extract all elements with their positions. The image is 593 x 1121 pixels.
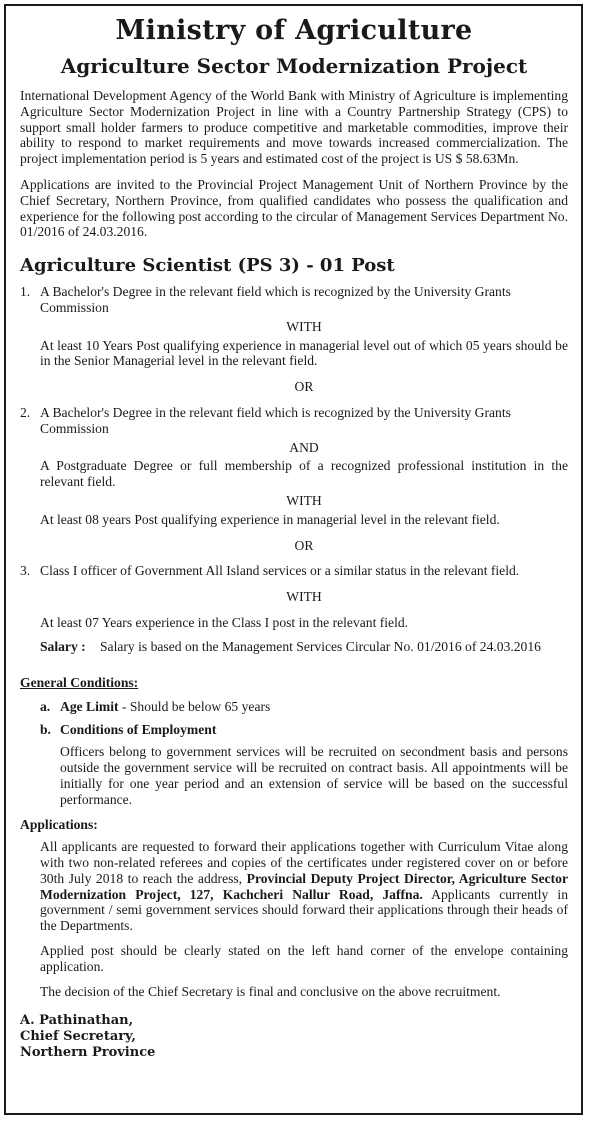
signature-block — [20, 1013, 568, 1061]
project-title: Agriculture Sector Modernization Project — [60, 54, 528, 78]
condition-key: b. — [40, 722, 51, 738]
invitation-paragraph: Applications are invited to the Provincial Project Management Unit of Northern Province by the Chief Secretary, Northern Province, from qualified candidates who possess the qualification and experience for the following post according to the circular of Management Services Department No. 01/2016 of 24.03.2016. — [20, 176, 568, 240]
conjunction-or: OR — [294, 379, 314, 395]
applications-text-end: Applicants currently in government / semi government services should forward their applications through their heads of the Departments. — [40, 886, 568, 934]
qualification-number: 3. — [20, 563, 31, 579]
salary-row — [20, 639, 568, 655]
qualification-text: A Bachelor's Degree in the relevant field which is recognized by the University Grants Commission — [40, 404, 511, 436]
address: Provincial Deputy Project Director, Agriculture Sector Modernization Project, 127, Kachcheri Nallur Road, Jaffna. — [40, 870, 568, 902]
age-limit-text: - Should be below 65 years — [118, 698, 271, 714]
condition-key: a. — [40, 698, 51, 714]
signatory-title: Chief Secretary, — [20, 1029, 136, 1045]
salary-label: Salary : — [40, 638, 86, 654]
experience-requirement: At least 07 Years experience in the Class I post in the relevant field. — [40, 614, 409, 630]
intro-paragraph: International Development Agency of the World Bank with Ministry of Agriculture is implementing Agriculture Sector Modernization Project in line with a Country Partnership Strategy (CPS) to support small holder farmers to produce competitive and marketable commodities, improve their ability to respond to market requirements and move towards increased commercialization. The project implementation period is 5 years and estimated cost of the project is US $ 58.63Mn. — [20, 88, 568, 167]
envelope-instruction: Applied post should be clearly stated on the left hand corner of the envelope containing application. — [40, 943, 568, 974]
qualification-1 — [20, 284, 568, 316]
applications-text-start: All applicants are requested to forward their applications together with Curriculum Vitae along with two non-related referees and copies of the certificates under registered cover on or before 30th July 2018 to reach the address, — [40, 839, 568, 886]
qualification-3 — [20, 563, 568, 579]
conjunction-or: OR — [294, 537, 314, 553]
general-conditions-heading: General Conditions: — [20, 674, 139, 690]
qualification-text: A Bachelor's Degree in the relevant field which is recognized by the University Grants Commission — [40, 284, 511, 315]
experience-requirement: At least 10 Years Post qualifying experience in managerial level out of which 05 years should be in the Senior Managerial level in the relevant field. — [40, 337, 568, 369]
qualification-2 — [20, 405, 568, 437]
conjunction-with: WITH — [286, 589, 322, 605]
ministry-title: Ministry of Agriculture — [115, 15, 473, 46]
advertisement-content — [20, 14, 568, 1061]
signatory-name: A. Pathinathan, — [20, 1013, 134, 1029]
signatory-organization: Northern Province — [20, 1045, 156, 1061]
qualification-number: 2. — [20, 404, 31, 420]
conjunction-with: WITH — [286, 318, 322, 334]
post-title: Agriculture Scientist (PS 3) - 01 Post — [20, 255, 395, 277]
age-limit-label: Age Limit — [60, 698, 119, 714]
age-limit-row — [20, 699, 568, 715]
qualification-number: 1. — [20, 284, 31, 300]
postgraduate-requirement: A Postgraduate Degree or full membership of a recognized professional institution in the relevant field. — [40, 458, 568, 490]
qualification-text: Class I officer of Government All Island services or a similar status in the relevant field. — [40, 563, 520, 579]
salary-text: Salary is based on the Management Services Circular No. 01/2016 of 24.03.2016 — [100, 638, 541, 654]
applications-paragraph — [20, 839, 568, 934]
conjunction-and: AND — [289, 439, 319, 455]
applications-heading: Applications: — [20, 817, 98, 833]
decision-statement: The decision of the Chief Secretary is final and conclusive on the above recruitment. — [40, 983, 501, 999]
employment-conditions-label: Conditions of Employment — [60, 722, 217, 738]
experience-requirement: At least 08 years Post qualifying experience in managerial level in the relevant field. — [40, 511, 500, 527]
conjunction-with: WITH — [286, 492, 322, 508]
employment-conditions-text: Officers belong to government services will be recruited on secondment basis and persons outside the government service will be recruited on contract basis. All appointments will be initially for one year period and an extension of service will be based on the successful performance. — [60, 744, 568, 807]
employment-conditions-row — [20, 722, 568, 738]
